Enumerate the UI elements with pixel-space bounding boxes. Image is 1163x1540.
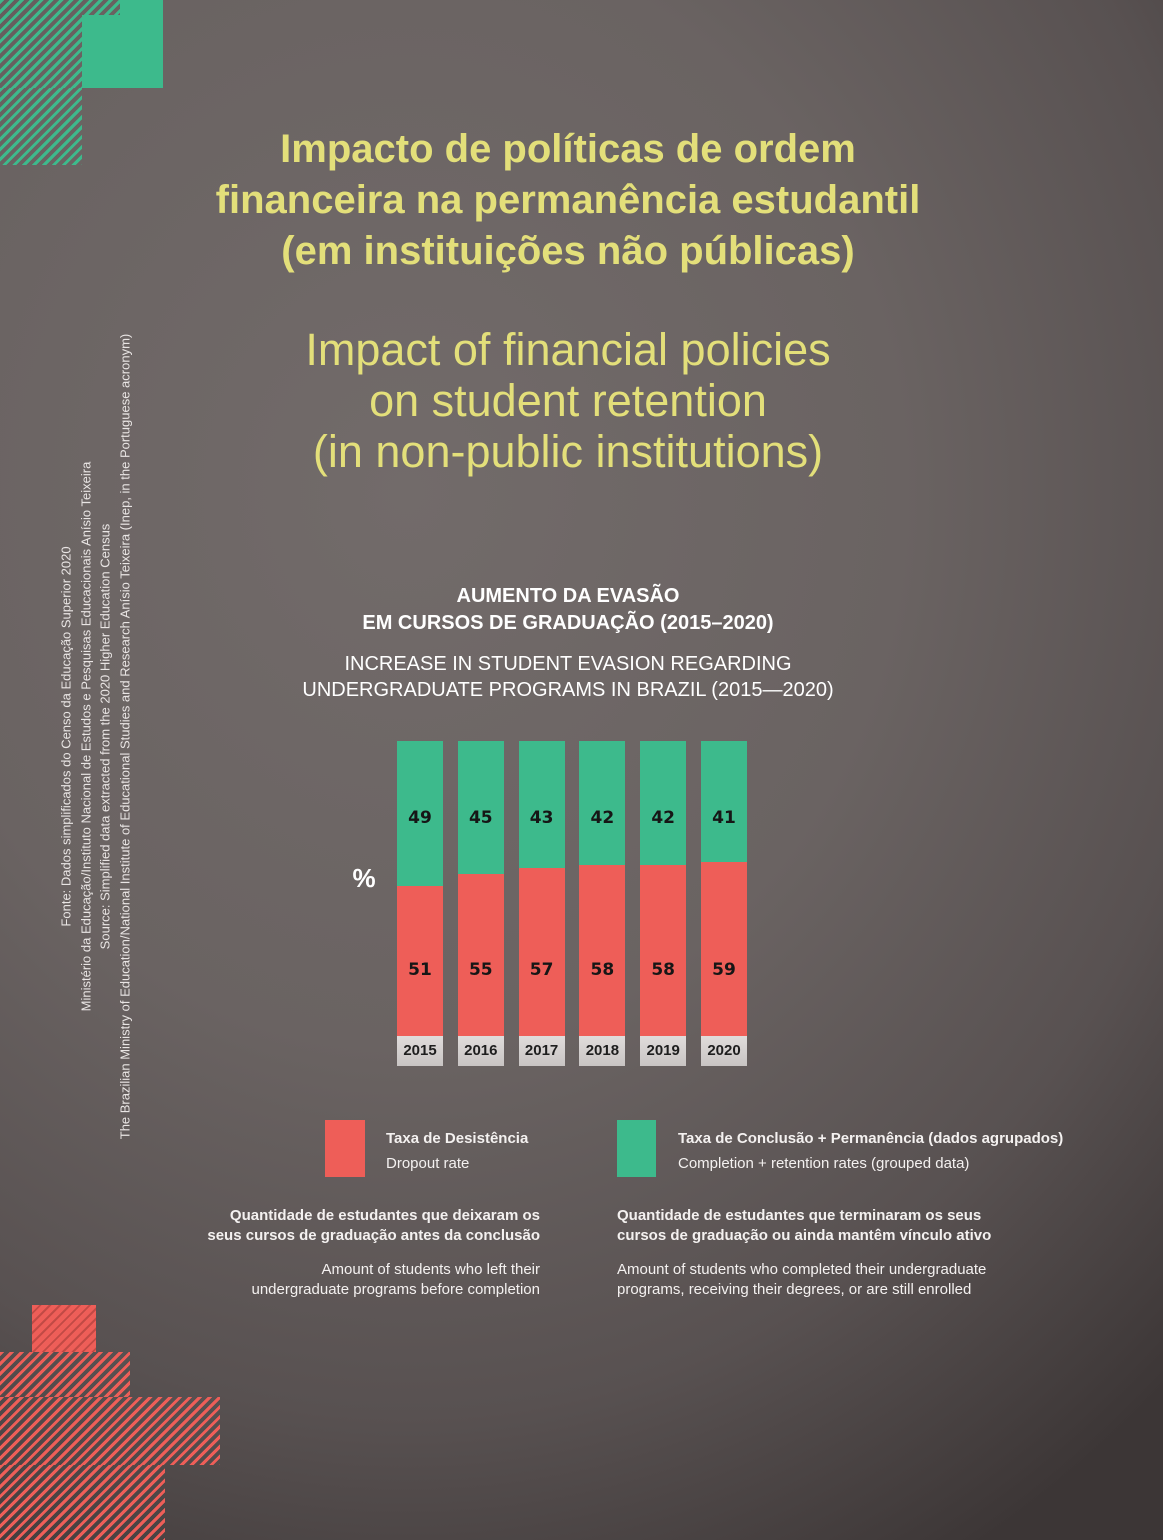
legend-label: Taxa de Desistência [386,1130,529,1147]
year-label-2017: 2017 [519,1036,565,1066]
title-line: Impacto de políticas de ordem [280,127,856,171]
title-line: (in non-public institutions) [312,426,824,477]
chart-subtitle-line: UNDERGRADUATE PROGRAMS IN BRAZIL (2015—2020) [302,679,834,701]
bar-segment-completion-2017 [519,741,565,868]
y-axis-label: % [352,863,376,893]
green-solid-block [82,15,163,88]
note-pt [617,1206,1137,1246]
value-label-dropout-2015: 51 [408,960,432,980]
bar-segment-dropout-2016 [458,874,504,1036]
note-line: programs, receiving their degrees, or are still enrolled [617,1281,972,1298]
title-line: on student retention [369,375,767,426]
red-stripe-block [0,1465,165,1540]
value-label-dropout-2020: 59 [712,960,736,980]
note-line: Quantidade de estudantes que terminaram os seus [617,1207,982,1224]
legend-swatch-completion [617,1120,656,1177]
chart-subtitle [168,651,968,703]
value-label-completion-2019: 42 [651,808,676,828]
page-title-english [168,324,968,477]
value-label-completion-2017: 43 [529,808,554,828]
page-title-portuguese [168,124,968,277]
title-line: Impact of financial policies [305,324,831,375]
year-label-2018: 2018 [579,1036,625,1066]
bar-segment-completion-2018 [579,741,625,865]
chart-title-line: AUMENTO DA EVASÃO [456,585,680,607]
bar-segment-completion-2019 [640,741,686,865]
year-label-2016: 2016 [458,1036,504,1066]
year-label-2015: 2015 [397,1036,443,1066]
source-line: The Brazilian Ministry of Education/National Institute of Educational Studies and Research Anísio Teixeira (Inep, in the Portuguese acronym) [117,333,133,1140]
source-line: Fonte: Dados simplificados do Censo da Educação Superior 2020 [58,546,74,927]
bar-segment-dropout-2018 [579,865,625,1036]
note-line: cursos de graduação ou ainda mantêm vínculo ativo [617,1227,992,1244]
value-label-dropout-2017: 57 [529,960,554,980]
legend-label: Taxa de Conclusão + Permanência (dados agrupados) [678,1130,1064,1147]
legend-sublabel: Completion + retention rates (grouped data) [678,1155,970,1172]
value-label-completion-2020: 41 [712,808,736,828]
chart-subtitle-line: INCREASE IN STUDENT EVASION REGARDING [344,653,792,675]
dropout-description [140,1206,540,1300]
legend-item-completion [678,1126,1063,1176]
year-label-2019: 2019 [640,1036,686,1066]
bar-segment-dropout-2017 [519,868,565,1036]
red-stripe-block [0,1397,220,1465]
note-en [140,1260,540,1300]
note-line: Amount of students who completed their undergraduate [617,1261,987,1278]
bar-segment-dropout-2020 [701,862,747,1036]
value-label-completion-2018: 42 [590,808,615,828]
chart-title-line: EM CURSOS DE GRADUAÇÃO (2015–2020) [362,612,774,634]
value-label-dropout-2019: 58 [651,960,676,980]
note-line: undergraduate programs before completion [251,1281,540,1298]
source-line: Ministério da Educação/Instituto Nacional de Estudos e Pesquisas Educacionais Anísio Teixeira [78,461,94,1012]
note-line: Amount of students who left their [321,1261,540,1278]
legend-item-dropout [386,1126,528,1176]
legend-sublabel: Dropout rate [386,1155,470,1172]
note-line: seus cursos de graduação antes da conclusão [207,1227,540,1244]
title-line: financeira na permanência estudantil [215,178,921,222]
stacked-bar-chart [397,741,747,1066]
green-solid-block [120,0,163,15]
value-label-dropout-2016: 55 [468,960,493,980]
bar-segment-dropout-2019 [640,865,686,1036]
source-credits [57,257,136,1217]
red-stripe-block [32,1305,96,1352]
year-label-2020: 2020 [701,1036,747,1066]
note-en [617,1260,1137,1300]
note-pt [140,1206,540,1246]
completion-description [617,1206,1137,1300]
bar-segment-completion-2020 [701,741,747,862]
green-stripe-block [0,88,82,165]
source-line: Source: Simplified data extracted from the 2020 Higher Education Census [97,523,113,950]
red-stripe-block [0,1352,130,1397]
value-label-completion-2016: 45 [468,808,493,828]
legend-swatch-dropout [325,1120,365,1177]
title-line: (em instituições não públicas) [281,229,855,273]
value-label-completion-2015: 49 [408,808,432,828]
chart-title [168,583,968,637]
value-label-dropout-2018: 58 [590,960,615,980]
note-line: Quantidade de estudantes que deixaram os [229,1207,540,1224]
